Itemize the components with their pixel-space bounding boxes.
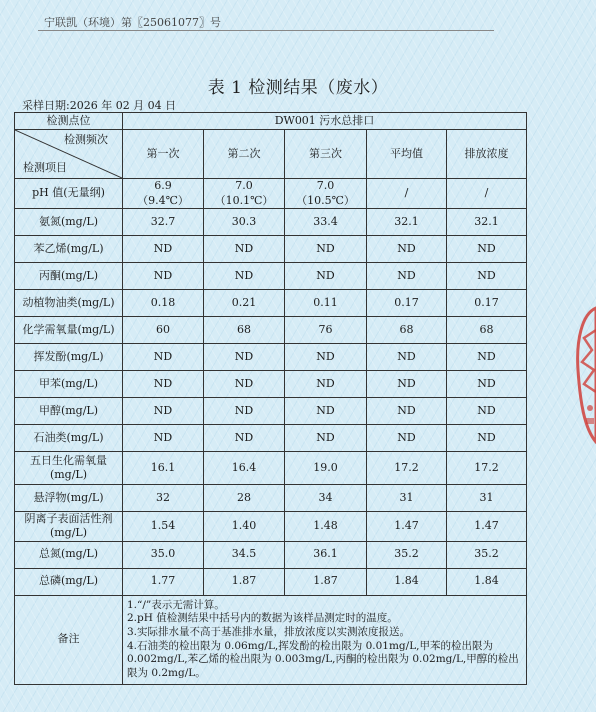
table-row	[15, 398, 527, 425]
table-row	[15, 179, 527, 209]
result-value-cell: 17.2	[367, 452, 447, 485]
result-value-cell: ND	[123, 263, 204, 290]
note-line: 2.pH 值检测结果中括号内的数据为该样品测定时的温度。	[127, 612, 398, 625]
result-value-cell: 1.87	[204, 568, 285, 595]
header-divider	[38, 30, 494, 31]
result-value-cell: 1.47	[447, 512, 527, 542]
result-value-cell: /	[367, 179, 447, 209]
test-item-cell: pH 值(无量纲)	[15, 179, 123, 209]
result-value-cell: ND	[204, 398, 285, 425]
result-value-cell: 32.7	[123, 209, 204, 236]
result-value-cell: ND	[204, 263, 285, 290]
table-row	[15, 290, 527, 317]
column-header: 第二次	[204, 130, 285, 179]
notes-row	[15, 595, 527, 684]
result-value-cell: 31	[447, 485, 527, 512]
result-value-cell: 34	[285, 485, 367, 512]
column-header: 第三次	[285, 130, 367, 179]
result-value-cell: 1.40	[204, 512, 285, 542]
result-value-cell: ND	[123, 344, 204, 371]
point-label: 检测点位	[15, 113, 123, 130]
result-value-cell: 0.17	[447, 290, 527, 317]
sampling-date: 采样日期:2026 年 02 月 04 日	[22, 99, 177, 112]
result-value-cell: 17.2	[447, 452, 527, 485]
result-value-cell: ND	[367, 398, 447, 425]
table-row	[15, 317, 527, 344]
test-item-cell: 五日生化需氧量 (mg/L)	[15, 452, 123, 485]
result-value-cell: 68	[204, 317, 285, 344]
result-value-cell: 0.18	[123, 290, 204, 317]
result-value-cell: ND	[285, 398, 367, 425]
test-item-cell: 氨氮(mg/L)	[15, 209, 123, 236]
test-item-cell: 化学需氧量(mg/L)	[15, 317, 123, 344]
note-line: 3.实际排水量不高于基准排水量，排放浓度以实测浓度报送。	[127, 625, 411, 638]
result-value-cell: ND	[447, 236, 527, 263]
result-value-cell: ND	[367, 263, 447, 290]
column-header-row	[15, 130, 527, 179]
result-value-cell: 28	[204, 485, 285, 512]
result-value-cell: ND	[123, 236, 204, 263]
result-value-cell: 35.2	[367, 541, 447, 568]
table-row	[15, 452, 527, 485]
result-value-cell: ND	[285, 263, 367, 290]
test-item-cell: 挥发酚(mg/L)	[15, 344, 123, 371]
result-value-cell: 6.9 （9.4℃）	[123, 179, 204, 209]
test-item-cell: 甲苯(mg/L)	[15, 371, 123, 398]
note-line: 4.石油类的检出限为 0.06mg/L,挥发酚的检出限为 0.01mg/L,甲苯的检出限为 0.002mg/L,苯乙烯的检出限为 0.003mg/L,丙酮的检出限为 0.02mg/L,甲醇的检出限为 0.2mg/L。	[127, 639, 519, 679]
result-value-cell: 0.21	[204, 290, 285, 317]
result-value-cell: 68	[367, 317, 447, 344]
result-value-cell: ND	[204, 344, 285, 371]
result-value-cell: 31	[367, 485, 447, 512]
test-item-cell: 悬浮物(mg/L)	[15, 485, 123, 512]
result-value-cell: 1.47	[367, 512, 447, 542]
result-value-cell: /	[447, 179, 527, 209]
note-line: 1.“/”表示无需计算。	[127, 598, 225, 611]
result-value-cell: 1.87	[285, 568, 367, 595]
result-value-cell: 34.5	[204, 541, 285, 568]
column-header: 平均值	[367, 130, 447, 179]
result-value-cell: ND	[447, 425, 527, 452]
frequency-label: 检测频次	[64, 133, 108, 146]
table-row	[15, 425, 527, 452]
test-item-cell: 丙酮(mg/L)	[15, 263, 123, 290]
result-value-cell: ND	[447, 344, 527, 371]
point-value: DW001 污水总排口	[123, 113, 527, 130]
result-value-cell: ND	[367, 236, 447, 263]
result-value-cell: ND	[204, 425, 285, 452]
test-item-cell: 阴离子表面活性剂 (mg/L)	[15, 512, 123, 542]
table-row	[15, 371, 527, 398]
table-row	[15, 541, 527, 568]
result-value-cell: ND	[285, 344, 367, 371]
result-value-cell: ND	[447, 371, 527, 398]
result-value-cell: 30.3	[204, 209, 285, 236]
test-item-cell: 总氮(mg/L)	[15, 541, 123, 568]
result-value-cell: 33.4	[285, 209, 367, 236]
result-value-cell: 1.77	[123, 568, 204, 595]
result-value-cell: 0.17	[367, 290, 447, 317]
table-row	[15, 344, 527, 371]
table-row	[15, 236, 527, 263]
result-value-cell: 35.0	[123, 541, 204, 568]
result-value-cell: 1.48	[285, 512, 367, 542]
result-value-cell: 7.0 （10.1℃）	[204, 179, 285, 209]
result-value-cell: ND	[285, 425, 367, 452]
result-value-cell: 0.11	[285, 290, 367, 317]
result-value-cell: ND	[123, 371, 204, 398]
results-table	[14, 112, 527, 685]
result-value-cell: ND	[204, 371, 285, 398]
table-row	[15, 485, 527, 512]
result-value-cell: ND	[285, 236, 367, 263]
result-value-cell: 1.84	[367, 568, 447, 595]
table-title: 表 1 检测结果（废水）	[207, 78, 389, 98]
report-number: 宁联凯（环境）第〖25061077〗号	[44, 16, 221, 29]
result-value-cell: 1.54	[123, 512, 204, 542]
result-value-cell: ND	[123, 398, 204, 425]
result-value-cell: ND	[204, 236, 285, 263]
result-value-cell: 60	[123, 317, 204, 344]
result-value-cell: 76	[285, 317, 367, 344]
table-row	[15, 512, 527, 542]
result-value-cell: ND	[285, 371, 367, 398]
result-value-cell: ND	[447, 263, 527, 290]
result-value-cell: 68	[447, 317, 527, 344]
result-value-cell: 32.1	[367, 209, 447, 236]
result-value-cell: 32.1	[447, 209, 527, 236]
result-value-cell: 32	[123, 485, 204, 512]
test-item-cell: 苯乙烯(mg/L)	[15, 236, 123, 263]
result-value-cell: ND	[367, 371, 447, 398]
diagonal-header-cell	[15, 130, 123, 179]
table-row	[15, 263, 527, 290]
table-row	[15, 568, 527, 595]
column-header: 第一次	[123, 130, 204, 179]
test-item-cell: 甲醇(mg/L)	[15, 398, 123, 425]
result-value-cell: 7.0 （10.5℃）	[285, 179, 367, 209]
test-item-cell: 石油类(mg/L)	[15, 425, 123, 452]
point-row	[15, 113, 527, 130]
result-value-cell: 16.4	[204, 452, 285, 485]
result-value-cell: ND	[123, 425, 204, 452]
item-label: 检测项目	[23, 160, 67, 174]
result-value-cell: 35.2	[447, 541, 527, 568]
result-value-cell: ND	[367, 425, 447, 452]
result-value-cell: 16.1	[123, 452, 204, 485]
result-value-cell: 19.0	[285, 452, 367, 485]
result-value-cell: 1.84	[447, 568, 527, 595]
test-item-cell: 总磷(mg/L)	[15, 568, 123, 595]
red-seal-stamp	[574, 300, 596, 450]
column-header: 排放浓度	[447, 130, 527, 179]
test-item-cell: 动植物油类(mg/L)	[15, 290, 123, 317]
result-value-cell: 36.1	[285, 541, 367, 568]
result-value-cell: ND	[447, 398, 527, 425]
result-value-cell: ND	[367, 344, 447, 371]
notes-cell	[123, 595, 527, 684]
notes-label: 备注	[15, 595, 123, 684]
table-row	[15, 209, 527, 236]
